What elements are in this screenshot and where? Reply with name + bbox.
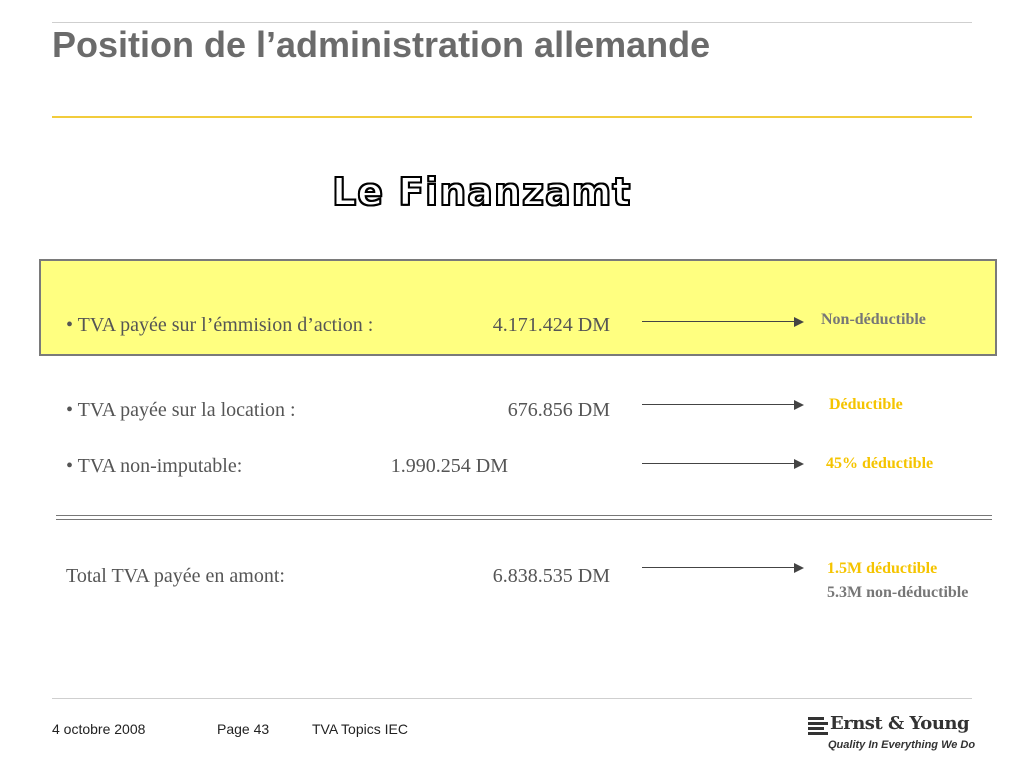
total-result-deductible: 1.5M déductible bbox=[827, 560, 938, 577]
highlight-box bbox=[39, 259, 997, 356]
header-top-rule bbox=[52, 22, 972, 23]
ernst-young-logo bbox=[808, 712, 983, 756]
slide-subtitle: Le Finanzamt bbox=[332, 170, 632, 214]
arrow-non-imputable bbox=[642, 459, 804, 469]
arrow-location bbox=[642, 400, 804, 410]
header-accent-rule bbox=[52, 116, 972, 118]
footer-page-number: Page 43 bbox=[217, 721, 270, 737]
footer-date: 4 octobre 2008 bbox=[52, 721, 146, 737]
row-amount-emission: 4.171.424 DM bbox=[492, 314, 610, 336]
logo-tagline: Quality In Everything We Do bbox=[828, 739, 976, 751]
logo-bars-icon bbox=[808, 717, 828, 735]
arrow-total bbox=[642, 563, 804, 573]
total-label: Total TVA payée en amont: bbox=[66, 565, 285, 587]
total-separator bbox=[56, 515, 992, 520]
total-result-non-deductible: 5.3M non-déductible bbox=[827, 584, 969, 601]
footer-rule bbox=[52, 698, 972, 699]
row-label-location: • TVA payée sur la location : bbox=[66, 399, 296, 421]
footer-topic: TVA Topics IEC bbox=[312, 721, 408, 737]
page-title: Position de l’administration allemande bbox=[52, 24, 711, 65]
logo-company-name: Ernst & Young bbox=[830, 713, 970, 734]
result-partial-deductible: 45% déductible bbox=[826, 455, 934, 472]
result-non-deductible: Non-déductible bbox=[821, 311, 926, 328]
row-amount-location: 676.856 DM bbox=[507, 399, 610, 421]
row-label-emission: • TVA payée sur l’émmision d’action : bbox=[66, 314, 374, 336]
row-label-non-imputable: • TVA non-imputable: bbox=[66, 455, 243, 477]
result-deductible: Déductible bbox=[829, 396, 903, 413]
row-amount-non-imputable: 1.990.254 DM bbox=[390, 455, 508, 477]
arrow-emission bbox=[642, 317, 804, 327]
total-amount: 6.838.535 DM bbox=[492, 565, 610, 587]
